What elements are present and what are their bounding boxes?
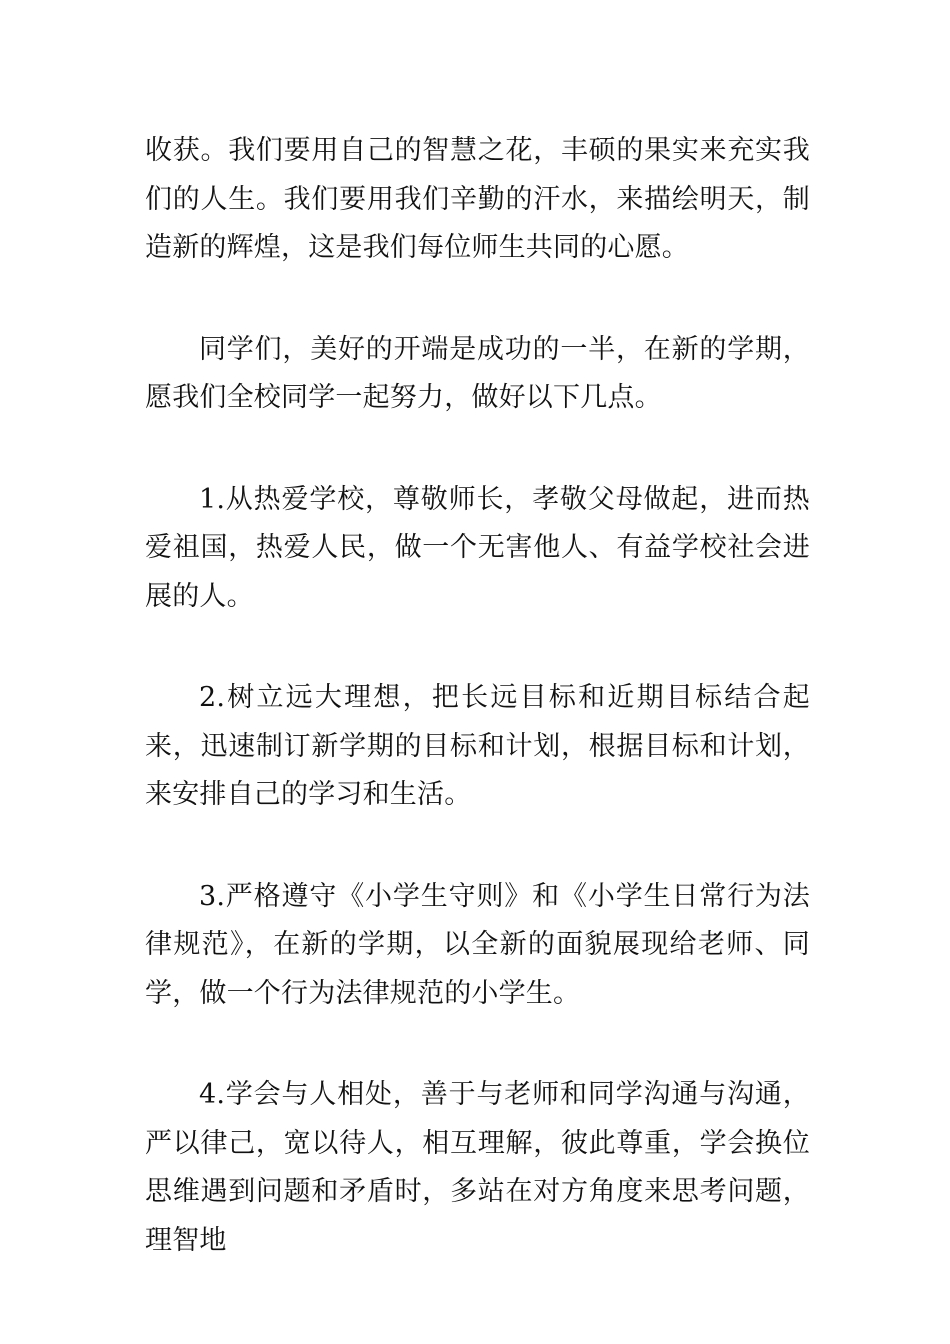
paragraph-3: 1.从热爱学校，尊敬师长，孝敬父母做起，进而热爱祖国，热爱人民，做一个无害他人、有益学校社会进展的人。 bbox=[145, 483, 810, 612]
paragraph-2: 同学们，美好的开端是成功的一半，在新的学期，愿我们全校同学一起努力，做好以下几点。 bbox=[145, 333, 810, 413]
paragraph-1: 收获。我们要用自己的智慧之花，丰硕的果实来充实我们的人生。我们要用我们辛勤的汗水，来描绘明天，制造新的辉煌，这是我们每位师生共同的心愿。 bbox=[145, 135, 810, 263]
paragraph-5: 3.严格遵守《小学生守则》和《小学生日常行为法律规范》，在新的学期，以全新的面貌展现给老师、同学，做一个行为法律规范的小学生。 bbox=[145, 880, 810, 1009]
paragraph-4: 2.树立远大理想，把长远目标和近期目标结合起来，迅速制订新学期的目标和计划，根据目标和计划，来安排自己的学习和生活。 bbox=[145, 682, 810, 810]
paragraph-6: 4.学会与人相处，善于与老师和同学沟通与沟通，严以律己，宽以待人，相互理解，彼此尊重，学会换位思维遇到问题和矛盾时，多站在对方角度来思考问题，理智地 bbox=[145, 1079, 810, 1256]
document-body bbox=[145, 127, 810, 1265]
